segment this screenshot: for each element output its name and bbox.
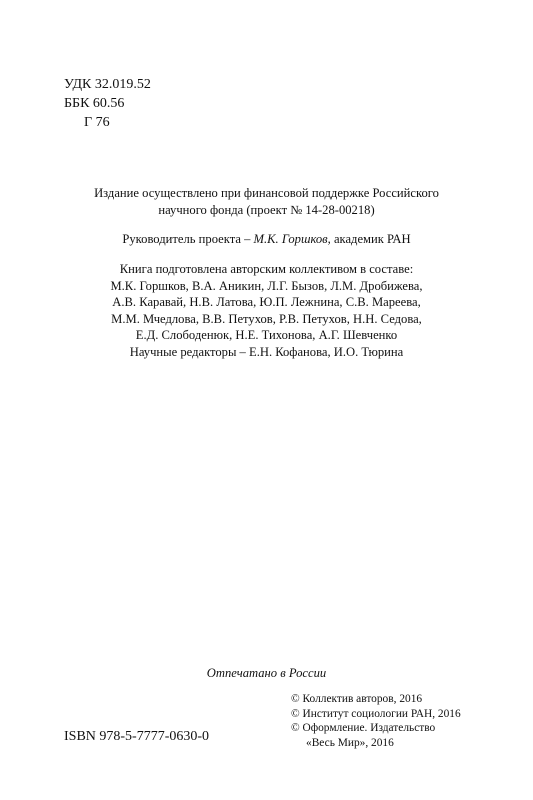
bbk-code: ББК 60.56	[64, 96, 125, 111]
funding-line-2: научного фонда (проект № 14-28-00218)	[158, 202, 375, 217]
printed-in-notice: Отпечатано в России	[206, 666, 327, 680]
project-leader	[0, 231, 533, 248]
funding-notice	[0, 185, 533, 218]
team-intro: Книга подготовлена авторским коллективом в составе:	[119, 262, 414, 276]
classification-block	[64, 75, 151, 132]
copyright-line-3: © Оформление. Издательство	[291, 722, 436, 734]
copyright-line-4: «Весь Мир», 2016	[306, 736, 394, 749]
isbn-number: ISBN 978-5-7777-0630-0	[64, 729, 210, 744]
authors-line-1: М.К. Горшков, В.А. Аникин, Л.Г. Бызов, Л.М. Дробижева,	[110, 278, 423, 293]
scientific-editors: Научные редакторы – Е.Н. Кофанова, И.О. Тюрина	[129, 344, 404, 359]
author-team	[0, 261, 533, 360]
authors-line-3: М.М. Мчедлова, В.В. Петухов, Р.В. Петухов, Н.Н. Седова,	[111, 311, 422, 326]
funding-line-1: Издание осуществлено при финансовой поддержке Российского	[94, 186, 439, 200]
udk-code: УДК 32.019.52	[64, 77, 151, 92]
leader-label: Руководитель проекта –	[122, 232, 251, 246]
authors-line-4: Е.Д. Слободенюк, Н.Е. Тихонова, А.Г. Шевченко	[135, 328, 398, 342]
copyright-line-2: © Институт социологии РАН, 2016	[291, 707, 461, 720]
leader-name: М.К. Горшков,	[253, 232, 331, 246]
authors-line-2: А.В. Каравай, Н.В. Латова, Ю.П. Лежнина, С.В. Мареева,	[112, 295, 421, 309]
copyright-block	[291, 692, 461, 750]
copyright-line-1: © Коллектив авторов, 2016	[291, 693, 423, 705]
author-mark: Г 76	[84, 115, 110, 130]
leader-title: академик РАН	[333, 232, 411, 246]
